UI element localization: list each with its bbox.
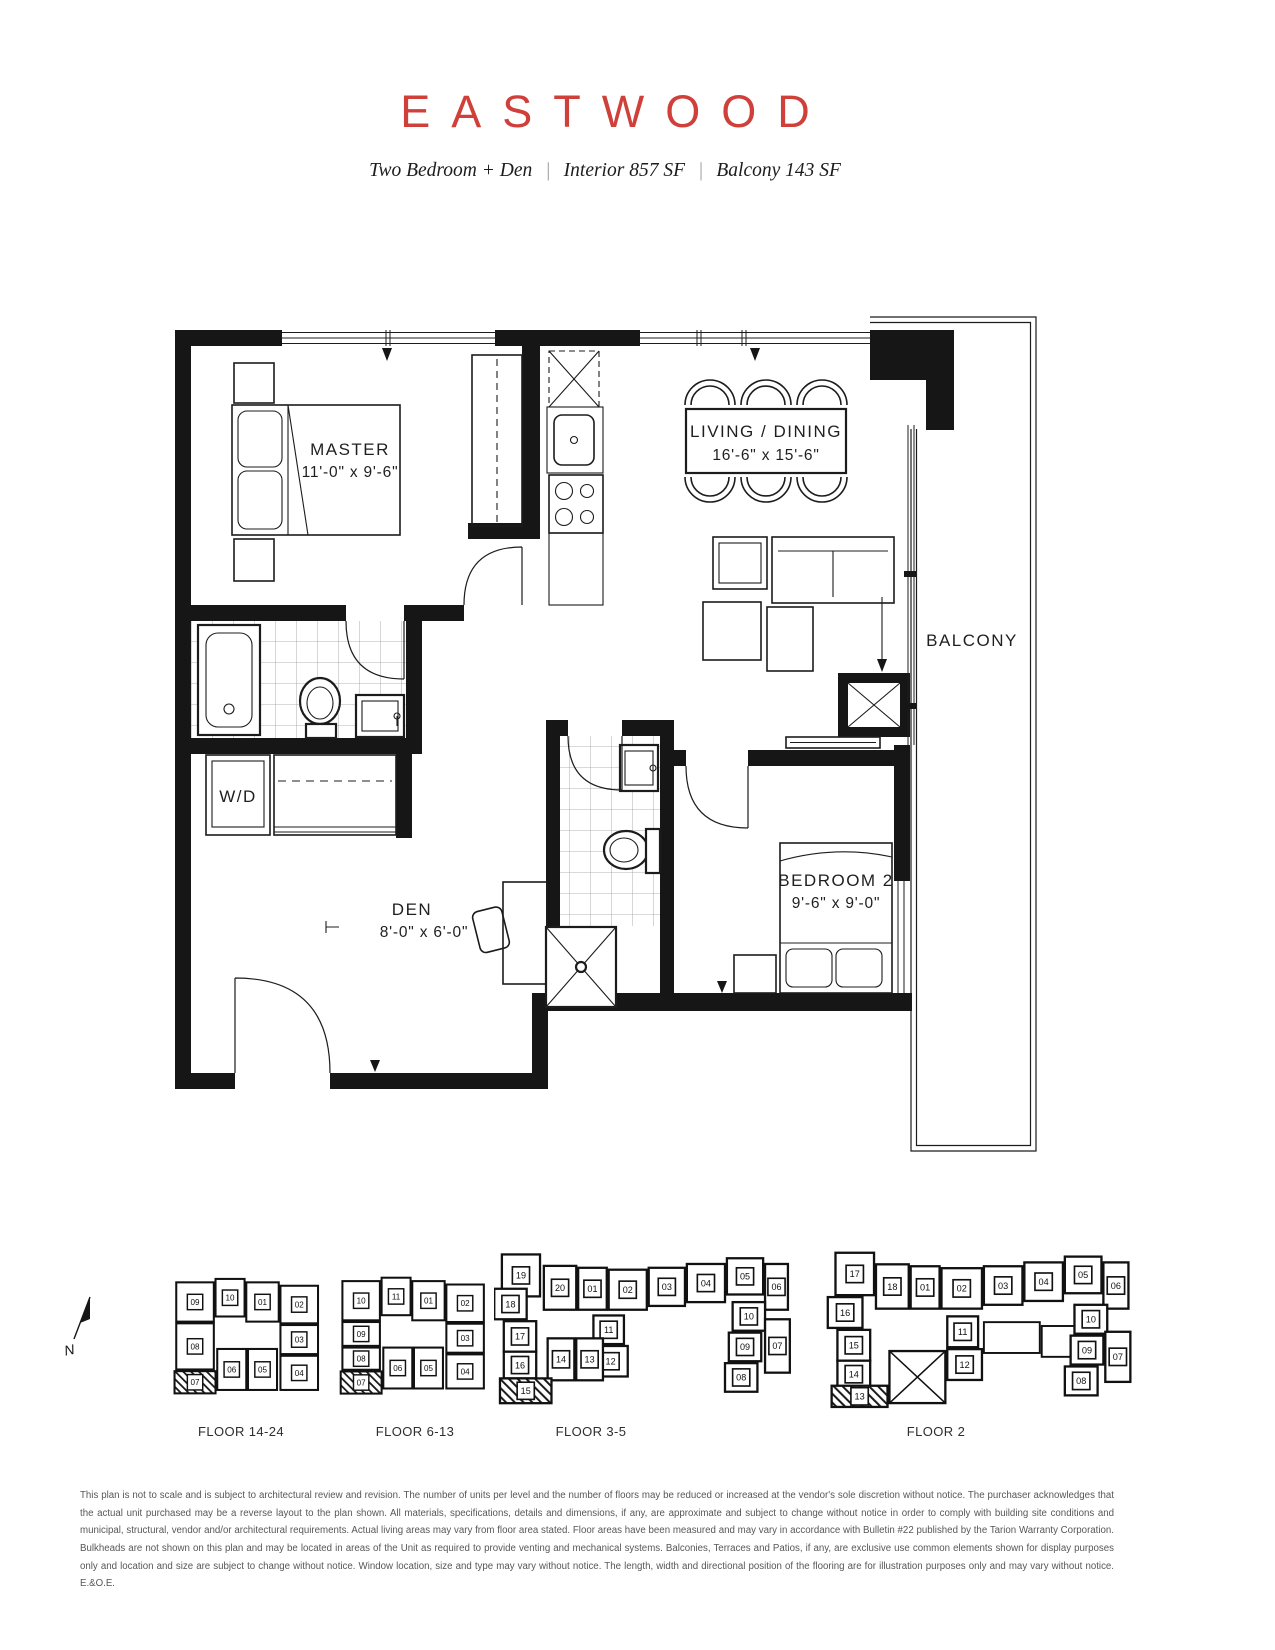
unit-number: 04 xyxy=(1038,1276,1049,1287)
unit-number: 01 xyxy=(257,1297,268,1307)
blank-cell xyxy=(984,1322,1040,1353)
unit-number: 20 xyxy=(555,1283,566,1294)
floor-plan-drawing xyxy=(170,305,1040,1185)
unit-number: 03 xyxy=(294,1335,304,1345)
unit-number: 16 xyxy=(840,1307,851,1318)
den-label: DEN xyxy=(391,900,433,919)
unit-number: 10 xyxy=(743,1311,754,1322)
living-dining-label: LIVING / DINING xyxy=(690,422,842,441)
unit-number: 11 xyxy=(603,1325,614,1336)
unit-number: 09 xyxy=(190,1297,200,1307)
unit-number: 06 xyxy=(393,1363,403,1373)
balcony-area-label: Balcony 143 SF xyxy=(716,160,841,181)
unit-number: 10 xyxy=(356,1296,366,1306)
unit-number: 02 xyxy=(460,1299,470,1309)
master-label: MASTER xyxy=(310,440,390,459)
unit-summary xyxy=(140,160,1070,182)
unit-number: 03 xyxy=(460,1334,470,1344)
nightstand xyxy=(734,955,776,993)
unit-number: 05 xyxy=(1078,1270,1089,1281)
keyplan-label-floor-14-24: FLOOR 14-24 xyxy=(197,1424,285,1439)
unit-number: 05 xyxy=(257,1365,268,1375)
armchair xyxy=(713,537,767,589)
keyplan-floor-2 xyxy=(822,1243,1140,1409)
unit-number: 06 xyxy=(771,1282,782,1293)
unit-number: 13 xyxy=(854,1391,865,1402)
unit-number: 08 xyxy=(356,1354,366,1364)
unit-number: 02 xyxy=(294,1300,304,1310)
unit-number: 11 xyxy=(957,1327,968,1338)
bathroom2-sink xyxy=(620,745,658,791)
unit-number: 13 xyxy=(584,1354,595,1365)
unit-number: 10 xyxy=(1085,1314,1096,1325)
north-label: N xyxy=(62,1340,76,1359)
stove xyxy=(549,475,603,533)
side-table xyxy=(703,602,761,660)
keyplan-label-floor-3-5: FLOOR 3-5 xyxy=(555,1424,627,1439)
desk-chair xyxy=(471,906,510,954)
unit-number: 18 xyxy=(887,1281,898,1292)
unit-number: 07 xyxy=(356,1378,366,1388)
unit-number: 09 xyxy=(356,1329,366,1339)
hall-closet xyxy=(274,755,396,835)
unit-number: 17 xyxy=(514,1331,526,1342)
page-title: EASTWOOD xyxy=(400,86,831,137)
coffee-table xyxy=(767,607,813,671)
balcony-label: BALCONY xyxy=(926,631,1018,650)
unit-number: 04 xyxy=(700,1278,711,1289)
unit-number: 06 xyxy=(227,1365,237,1375)
bathtub xyxy=(198,625,260,735)
living-dining-dims: 16'-6" x 15'-6" xyxy=(712,447,820,464)
separator: | xyxy=(545,160,551,181)
unit-number: 12 xyxy=(959,1359,970,1370)
unit-number: 05 xyxy=(423,1363,433,1373)
keyplan-floor-6-13 xyxy=(332,1276,490,1397)
kitchen xyxy=(547,351,603,605)
unit-number: 16 xyxy=(514,1360,526,1371)
unit-number: 01 xyxy=(423,1296,433,1306)
unit-number: 03 xyxy=(998,1280,1009,1291)
unit-number: 07 xyxy=(1112,1352,1123,1363)
unit-number: 08 xyxy=(190,1342,200,1352)
den-dims: 8'-0" x 6'-0" xyxy=(379,924,469,941)
bedroom2-furniture xyxy=(734,737,892,993)
unit-number: 18 xyxy=(505,1299,516,1310)
keyplan-label-floor-6-13: FLOOR 6-13 xyxy=(375,1424,455,1439)
legal-disclaimer: This plan is not to scale and is subject to architectural review and revision. The number of units per level and the number of floors may be reduced or increased at the vendor's sole discretion without notice. The purchaser acknowledges that the actual unit purchased may be a reverse layout to the plan shown. All materials, specifications, details and dimensions, if any, are approximate and subject to change without notice in order to comply with building site conditions and municipal, structural, vendor and/or architectural requirements. Actual living areas may vary from floor area stated. Floor areas have been measured and may vary in accordance with Bulletin #22 published by the Tarion Warranty Corporation. Bulkheads are not shown on this plan and may be located in areas of the Unit as required to provide venting and mechanical systems. Balconies, Terraces and Patios, if any, are exclusive use common elements shown for display purposes only and location and size are subject to change without notice. Window location, size and type may vary without notice. The length, width and directional position of the flooring are for illustration purposes only and may vary without notice. E.&O.E. xyxy=(80,1490,1114,1590)
main-bathroom xyxy=(191,621,406,738)
unit-number: 05 xyxy=(739,1271,751,1282)
north-arrow xyxy=(52,1283,112,1363)
unit-number: 02 xyxy=(622,1284,633,1295)
desk xyxy=(503,882,547,984)
unit-number: 11 xyxy=(391,1292,401,1302)
unit-number: 04 xyxy=(294,1368,304,1378)
unit-number: 19 xyxy=(515,1270,526,1281)
unit-number: 08 xyxy=(1076,1376,1087,1387)
kitchen-sink xyxy=(554,415,594,465)
unit-number: 10 xyxy=(225,1293,235,1303)
bedroom2-dims: 9'-6" x 9'-0" xyxy=(791,895,881,912)
unit-number: 15 xyxy=(520,1386,531,1397)
unit-number: 08 xyxy=(736,1372,747,1383)
master-dims: 11'-0" x 9'-6" xyxy=(301,464,399,481)
unit-type-label: Two Bedroom + Den xyxy=(369,160,533,181)
laundry-label: W/D xyxy=(219,787,257,806)
unit-number: 09 xyxy=(1081,1345,1093,1356)
unit-number: 14 xyxy=(555,1354,567,1365)
unit-number: 04 xyxy=(460,1367,470,1377)
unit-number: 09 xyxy=(739,1342,751,1353)
master-closet xyxy=(472,355,522,526)
unit-number: 02 xyxy=(956,1283,967,1294)
separator: | xyxy=(697,160,704,181)
unit-number: 12 xyxy=(605,1356,616,1367)
second-bathroom xyxy=(546,736,660,1007)
unit-number: 07 xyxy=(190,1378,200,1388)
keyplan-floor-3-5 xyxy=(494,1243,792,1407)
keyplan-label-floor-2: FLOOR 2 xyxy=(906,1424,966,1439)
keyplan-floor-14-24 xyxy=(166,1277,324,1397)
unit-number: 01 xyxy=(587,1284,598,1295)
bedroom2-label: BEDROOM 2 xyxy=(778,871,894,890)
unit-number: 07 xyxy=(772,1341,783,1352)
unit-number: 01 xyxy=(920,1282,931,1293)
toilet xyxy=(300,678,340,724)
unit-number: 17 xyxy=(849,1269,860,1280)
unit-number: 15 xyxy=(848,1340,859,1351)
toilet2 xyxy=(604,831,648,869)
unit-number: 03 xyxy=(661,1282,672,1293)
interior-area-label: Interior 857 SF xyxy=(563,160,685,181)
unit-number: 06 xyxy=(1110,1280,1121,1291)
unit-number: 14 xyxy=(848,1369,859,1380)
